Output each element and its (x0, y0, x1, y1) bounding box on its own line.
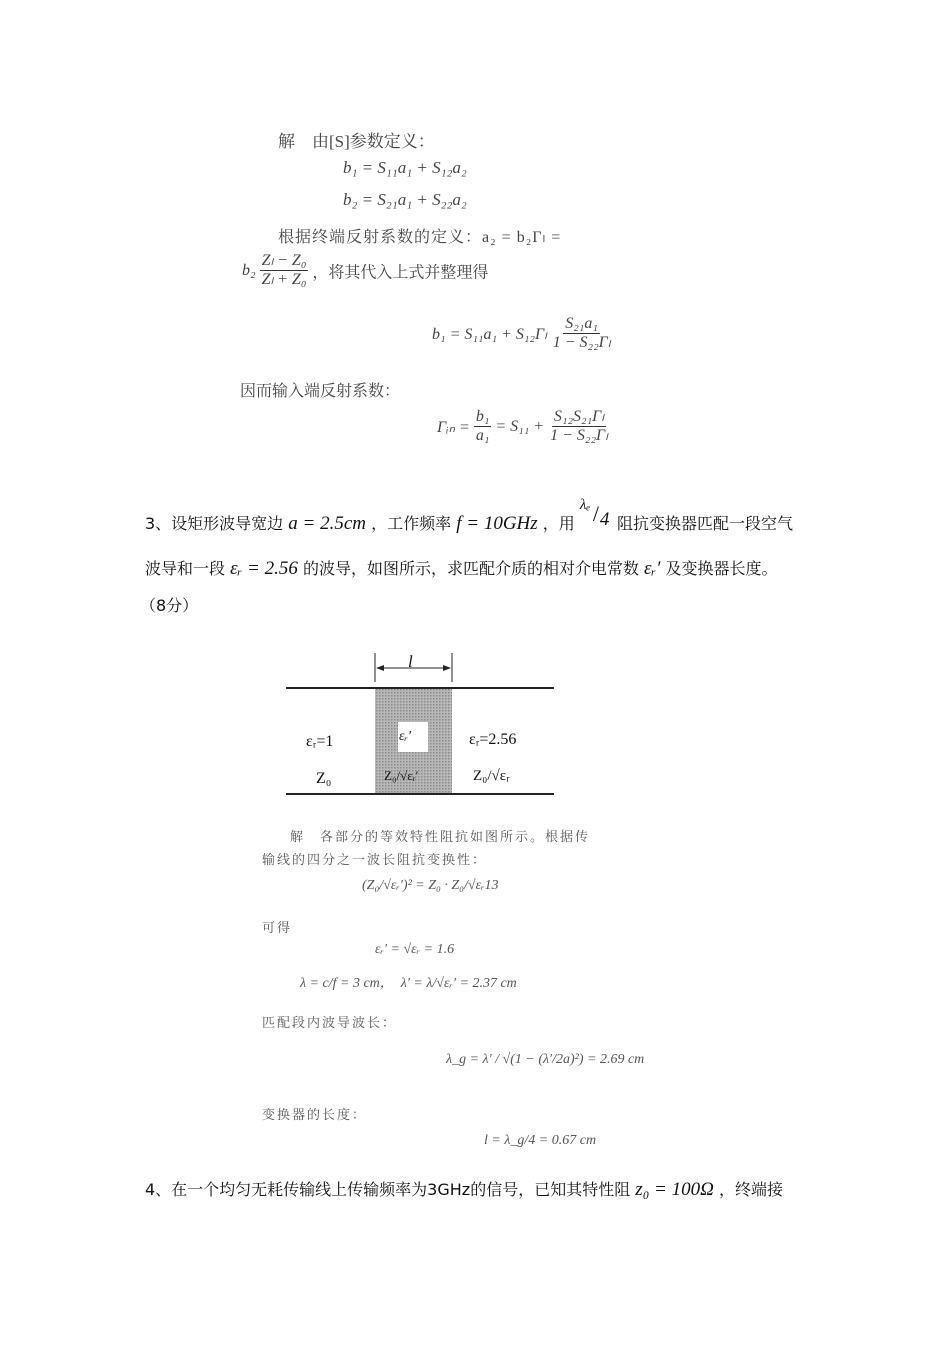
q3-quarter-wave-symbol (579, 497, 612, 530)
solution-intro: 解 由[S]参数定义： (278, 132, 435, 151)
dim-arrow-right (443, 665, 451, 671)
matching-impedance-label: Z₀/√εᵣ′ (384, 768, 419, 783)
q3-frequency-value: f = 10GHz (456, 513, 538, 534)
sol3-equation-2: εᵣ′ = √εᵣ = 1.6 (375, 942, 455, 957)
q3-width-value: a = 2.5cm (288, 513, 367, 534)
q4-text-2: ，终端接 (718, 1180, 783, 1199)
gamma-numerator: Zₗ − Z₀ (260, 252, 309, 271)
sol3-line-1: 解 各部分的等效特性阻抗如图所示。根据传 (290, 829, 591, 844)
sol3-guide-wavelength-text: 匹配段内波导波长： (262, 1015, 398, 1030)
eq4-ratio-den: a₁ (475, 427, 490, 445)
question-3-line-1 (145, 497, 793, 535)
reflection-fraction-line (242, 252, 488, 290)
eq3-numerator: S₂₁a₁ (563, 315, 600, 334)
dielectric-epsilon-label: εᵣ=2.56 (469, 731, 517, 748)
q3-epsilon-prime: εᵣ′ (644, 558, 661, 579)
q3-text-4: 阻抗变换器匹配一段空气 (616, 514, 793, 533)
gamma-denominator: Zₗ + Z₀ (261, 271, 307, 289)
substitute-text: ，将其代入上式并整理得 (312, 264, 489, 282)
sol3-equation-1: (Z₀/√εᵣ′)² = Z₀ · Z₀/√εᵣ13 (362, 878, 499, 893)
q4-impedance-value: z₀ = 100Ω (635, 1179, 714, 1200)
air-epsilon-label: εᵣ=1 (306, 733, 334, 750)
eq3-denominator: 1 − S₂₂Γₗ (552, 334, 611, 352)
q3-lambda: λₑ (579, 497, 591, 513)
q4-text-1: 4、在一个均匀无耗传输线上传输频率为3GHz的信号，已知其特性阻 (145, 1180, 631, 1199)
question-3-line-2 (145, 556, 777, 580)
equation-b2: b₂ = S₂₁a₁ + S₂₂a₂ (343, 190, 467, 209)
eq3-fraction (551, 315, 613, 353)
q3-four: 4 (599, 509, 610, 530)
q3-text-2: ，工作频率 (371, 514, 452, 533)
eq4-ratio (474, 408, 492, 446)
matching-epsilon-label: εᵣ′ (399, 729, 412, 744)
equation-gamma-in (437, 408, 610, 446)
equation-b1: b₁ = S₁₁a₁ + S₁₂a₂ (343, 158, 467, 177)
b2-symbol: b₂ (242, 261, 256, 279)
equation-b1-substituted (432, 315, 612, 353)
eq4-fraction (548, 408, 610, 446)
length-label: l (408, 652, 413, 671)
dielectric-impedance-label: Z₀/√εᵣ (473, 768, 510, 784)
eq4-ratio-num: b₁ (474, 408, 492, 427)
sol3-line-2: 输线的四分之一波长阻抗变换性： (262, 852, 488, 867)
eq3-lhs: b₁ = S₁₁a₁ + S₁₂Γₗ (432, 325, 547, 343)
q3-text-7: 及变换器长度。 (665, 559, 778, 578)
reflection-definition-line: 根据终端反射系数的定义：a₂ = b₂Γₗ = (278, 229, 562, 246)
sol3-length-text: 变换器的长度： (262, 1107, 368, 1122)
sol3-equation-4: λ_g = λ′ / √(1 − (λ′/2a)²) = 2.69 cm (446, 1052, 645, 1067)
sol3-equation-3: λ = c/f = 3 cm， λ′ = λ/√εᵣ′ = 2.37 cm (300, 976, 517, 991)
eq4-denominator: 1 − S₂₂Γₗ (550, 427, 608, 445)
eq4-lhs: Γᵢₙ = (437, 418, 470, 436)
q3-slash: / (592, 501, 599, 526)
q3-text-3: ，用 (542, 514, 575, 533)
q3-epsilon-value: εᵣ = 2.56 (230, 558, 298, 579)
q3-text-5: 波导和一段 (145, 559, 226, 578)
question-4-line-1 (145, 1177, 783, 1201)
sol3-result-text: 可得 (262, 920, 293, 935)
input-reflection-text: 因而输入端反射系数： (240, 383, 401, 400)
dim-arrow-left (376, 665, 384, 671)
sol3-equation-5: l = λ_g/4 = 0.67 cm (484, 1133, 597, 1148)
q3-text-1: 3、设矩形波导宽边 (145, 514, 284, 533)
eq4-mid: = S₁₁ + (495, 417, 545, 435)
gamma-fraction (260, 252, 309, 290)
eq4-numerator: S₁₂S₂₁Γₗ (552, 408, 606, 427)
air-impedance-label: Z₀ (316, 770, 332, 787)
q3-text-6: 的波导，如图所示，求匹配介质的相对介电常数 (302, 559, 639, 578)
question-3-score: （8分） (140, 596, 199, 615)
